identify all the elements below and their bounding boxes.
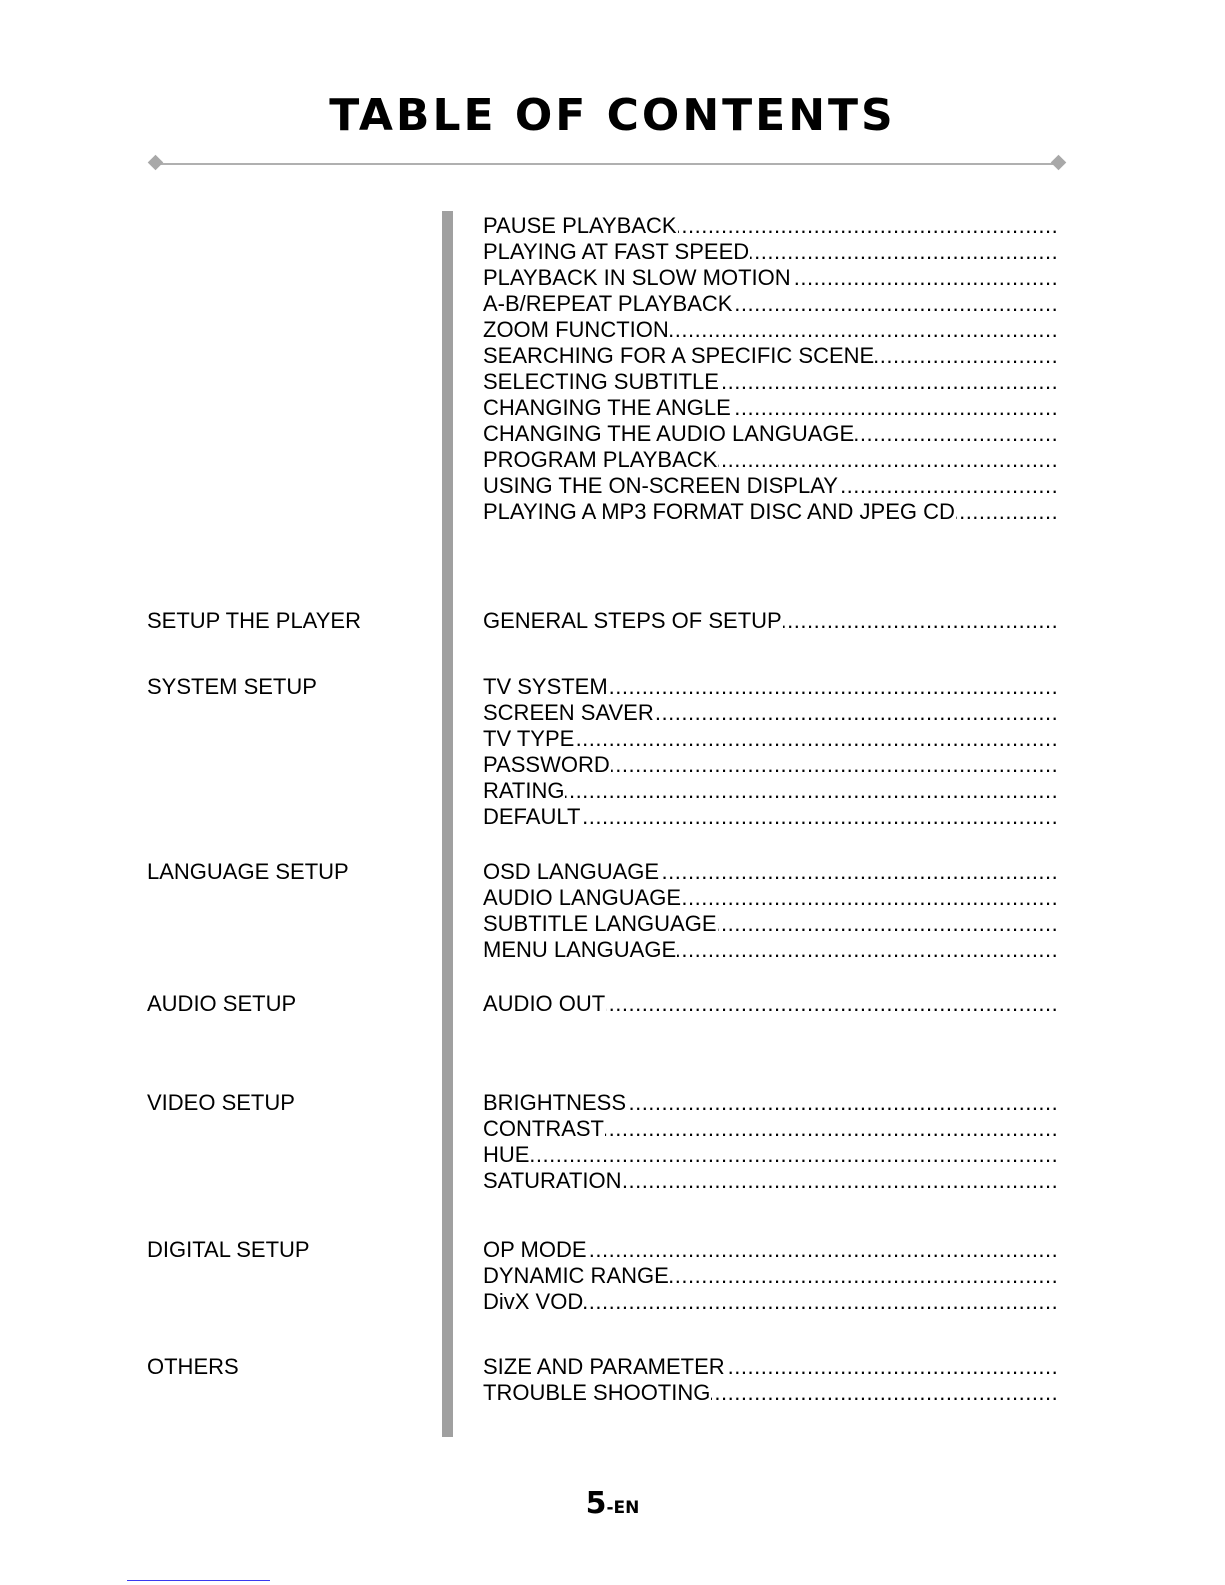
toc-entry[interactable]: PAUSE PLAYBACK ..... [483, 213, 1056, 239]
toc-entry[interactable]: DivX VOD ..... [483, 1289, 1056, 1315]
toc-entry[interactable]: SUBTITLE LANGUAGE ..... [483, 911, 1056, 937]
toc-entry[interactable]: SIZE AND PARAMETER ..... [483, 1354, 1056, 1380]
toc-entry[interactable]: BRIGHTNESS ..... [483, 1090, 1056, 1116]
toc-entry[interactable]: CHANGING THE ANGLE ..... [483, 395, 1056, 421]
toc-entry[interactable]: TV SYSTEM ..... [483, 674, 1056, 700]
section-label-setup-the-player: SETUP THE PLAYER [147, 608, 361, 633]
toc-entry[interactable]: OP MODE ..... [483, 1237, 1056, 1263]
section-label-video-setup: VIDEO SETUP [147, 1090, 295, 1115]
toc-entry[interactable]: AUDIO LANGUAGE ..... [483, 885, 1056, 911]
toc-entry[interactable]: AUDIO OUT ..... [483, 991, 1056, 1017]
page-number [0, 1486, 1225, 1521]
toc-entry[interactable]: OSD LANGUAGE ..... [483, 859, 1056, 885]
page-title: TABLE OF CONTENTS [329, 90, 896, 141]
toc-entry[interactable]: PROGRAM PLAYBACK ..... [483, 447, 1056, 473]
toc-entry[interactable]: SATURATION ..... [483, 1168, 1056, 1194]
toc-entry[interactable]: ZOOM FUNCTION ..... [483, 317, 1056, 343]
toc-entry[interactable]: RATING ..... [483, 778, 1056, 804]
toc-entry[interactable]: SELECTING SUBTITLE ..... [483, 369, 1056, 395]
toc-entry[interactable]: GENERAL STEPS OF SETUP ..... [483, 608, 1056, 634]
toc-entry[interactable]: DYNAMIC RANGE ..... [483, 1263, 1056, 1289]
toc-entry[interactable]: MENU LANGUAGE ..... [483, 937, 1056, 963]
toc-entry[interactable]: TV TYPE ..... [483, 726, 1056, 752]
title-divider [156, 163, 1062, 165]
section-label-audio-setup: AUDIO SETUP [147, 991, 297, 1016]
page-number-value: 5 [585, 1486, 607, 1521]
section-label-others: OTHERS [147, 1354, 239, 1379]
divider-right-diamond-icon [1051, 155, 1067, 171]
bottom-edge-line [127, 1580, 270, 1581]
toc-entry[interactable]: PLAYING AT FAST SPEED ..... [483, 239, 1056, 265]
toc-entry[interactable]: A-B/REPEAT PLAYBACK ..... [483, 291, 1056, 317]
toc-entry[interactable]: TROUBLE SHOOTING ..... [483, 1380, 1056, 1406]
toc-entry[interactable]: SCREEN SAVER ..... [483, 700, 1056, 726]
toc-entry[interactable]: USING THE ON-SCREEN DISPLAY ..... [483, 473, 1056, 499]
divider-left-diamond-icon [148, 155, 164, 171]
toc-entry[interactable]: SEARCHING FOR A SPECIFIC SCENE ..... [483, 343, 1056, 369]
section-label-system-setup: SYSTEM SETUP [147, 674, 317, 699]
section-label-language-setup: LANGUAGE SETUP [147, 859, 349, 884]
toc-entry[interactable]: CHANGING THE AUDIO LANGUAGE ..... [483, 421, 1056, 447]
column-separator-bar [442, 211, 453, 1437]
section-label-digital-setup: DIGITAL SETUP [147, 1237, 310, 1262]
toc-entry[interactable]: CONTRAST ..... [483, 1116, 1056, 1142]
page-number-suffix: -EN [606, 1498, 640, 1518]
toc-entry[interactable]: PLAYING A MP3 FORMAT DISC AND JPEG CD ..... [483, 499, 1056, 525]
toc-entry[interactable]: PASSWORD ..... [483, 752, 1056, 778]
toc-entry[interactable]: PLAYBACK IN SLOW MOTION ..... [483, 265, 1056, 291]
toc-entry[interactable]: DEFAULT ..... [483, 804, 1056, 830]
toc-entry[interactable]: HUE ..... [483, 1142, 1056, 1168]
